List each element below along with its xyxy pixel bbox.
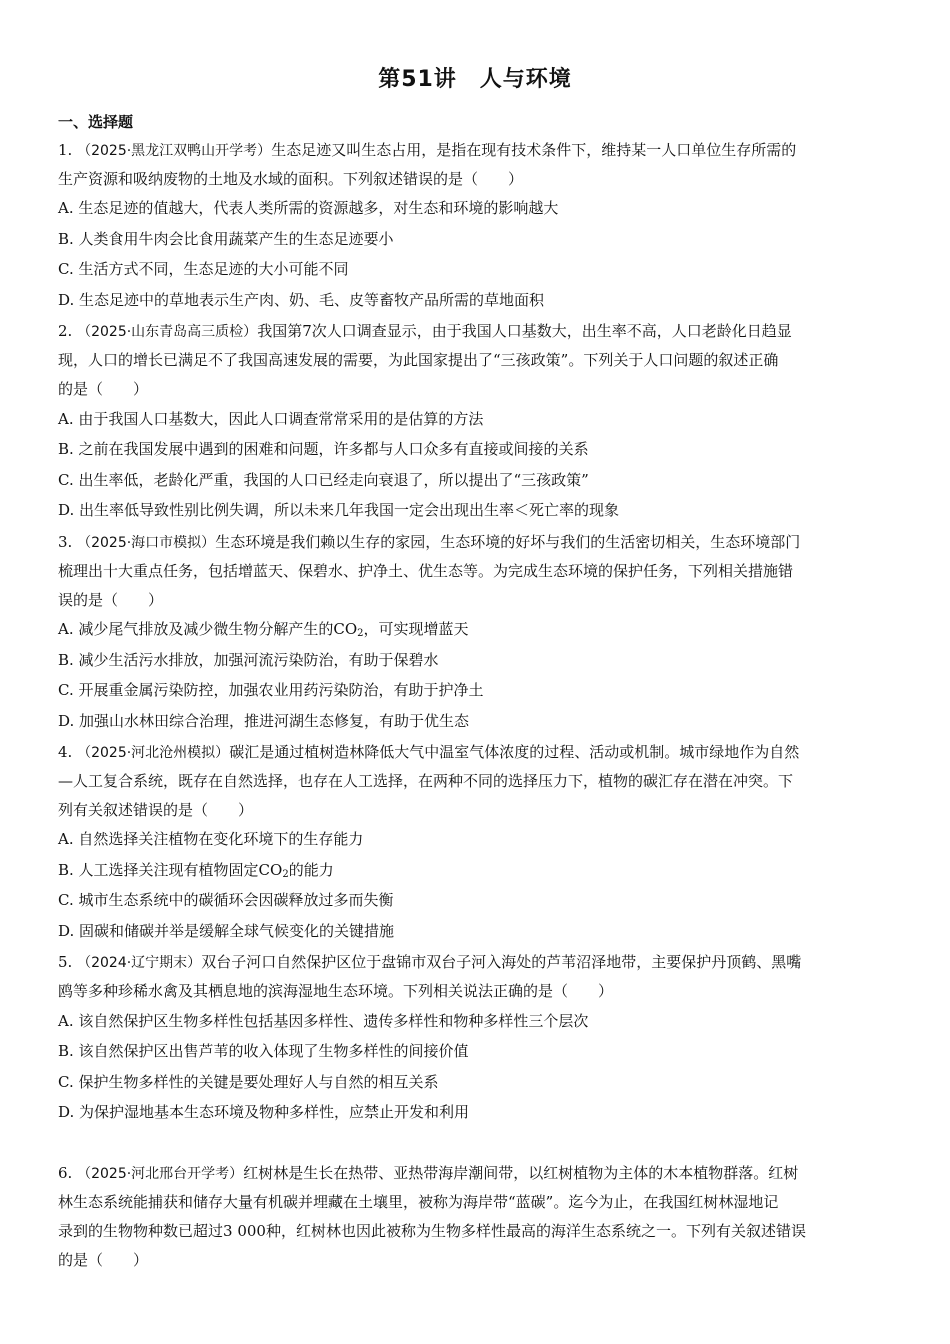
subscript: 2 (282, 869, 289, 880)
question-6-stem-line-3: 录到的生物物种数已超过3 000种，红树林也因此被称为生物多样性最高的海洋生态系统之一。下列有关叙述错误 (58, 1222, 806, 1240)
question-4-option-a: A. 自然选择关注植物在变化环境下的生存能力 (58, 830, 364, 848)
question-4-option-b (58, 860, 898, 880)
question-number: 1. (58, 141, 78, 159)
question-5-option-b: B. 该自然保护区出售芦苇的收入体现了生物多样性的间接价值 (58, 1042, 469, 1060)
question-4-stem-line-1 (58, 742, 898, 763)
question-source: （2025·黑龙江双鸭山开学考） (77, 143, 272, 159)
question-2-stem-line-2: 现，人口的增长已满足不了我国高速发展的需要，为此国家提出了“三孩政策”。下列关于人口问题的叙述正确 (58, 351, 779, 369)
option-text: ，可实现增蓝天 (363, 620, 469, 638)
question-source: （2025·海口市模拟） (77, 535, 216, 551)
question-number: 6. (58, 1164, 78, 1182)
question-number: 2. (58, 322, 78, 340)
question-1-stem-line-1 (58, 140, 898, 161)
question-4-stem-line-3: 列有关叙述错误的是（ ） (58, 801, 254, 819)
question-1-option-c: C. 生活方式不同，生态足迹的大小可能不同 (58, 260, 349, 278)
question-number: 5. (58, 953, 78, 971)
question-4-option-c: C. 城市生态系统中的碳循环会因碳释放过多而失衡 (58, 891, 394, 909)
question-source: （2025·河北邢台开学考） (77, 1166, 244, 1182)
question-1-stem-line-2: 生产资源和吸纳废物的土地及水域的面积。下列叙述错误的是（ ） (58, 170, 524, 188)
question-3-stem-line-1 (58, 532, 898, 553)
question-text: 生态足迹又叫生态占用，是指在现有技术条件下，维持某一人口单位生存所需的 (271, 141, 797, 159)
question-5-stem-line-2: 鸥等多种珍稀水禽及其栖息地的滨海湿地生态环境。下列相关说法正确的是（ ） (58, 982, 614, 1000)
question-3-option-d: D. 加强山水林田综合治理，推进河湖生态修复，有助于优生态 (58, 712, 470, 730)
question-source: （2024·辽宁期末） (77, 955, 202, 971)
option-text: 的能力 (288, 861, 334, 879)
option-text: A. 减少尾气排放及减少微生物分解产生的CO (58, 620, 358, 638)
question-source: （2025·河北沧州模拟） (77, 745, 230, 761)
question-text: 双台子河口自然保护区位于盘锦市双台子河入海处的芦苇沼泽地带，主要保护丹顶鹤、黑嘴 (201, 953, 802, 971)
question-6-stem-line-2: 林生态系统能捕获和储存大量有机碳并埋藏在土壤里，被称为海岸带“蓝碳”。迄今为止，在我国红树林湿地记 (58, 1193, 779, 1211)
question-2-stem-line-1 (58, 321, 898, 342)
question-text: 生态环境是我们赖以生存的家园，生态环境的好坏与我们的生活密切相关，生态环境部门 (215, 533, 801, 551)
question-3-option-c: C. 开展重金属污染防控，加强农业用药污染防治，有助于护净土 (58, 681, 484, 699)
question-5-option-c: C. 保护生物多样性的关键是要处理好人与自然的相互关系 (58, 1073, 439, 1091)
question-6-stem-line-4: 的是（ ） (58, 1251, 149, 1269)
question-2-option-c: C. 出生率低，老龄化严重，我国的人口已经走向衰退了，所以提出了“三孩政策” (58, 471, 589, 489)
question-text: 我国第7次人口调查显示，由于我国人口基数大，出生率不高，人口老龄化日趋显 (257, 322, 792, 340)
question-5-option-a: A. 该自然保护区生物多样性包括基因多样性、遗传多样性和物种多样性三个层次 (58, 1012, 589, 1030)
question-2-option-b: B. 之前在我国发展中遇到的困难和问题，许多都与人口众多有直接或间接的关系 (58, 440, 589, 458)
subscript: 2 (357, 628, 364, 639)
question-2-option-a: A. 由于我国人口基数大，因此人口调查常常采用的是估算的方法 (58, 410, 484, 428)
option-text: B. 人工选择关注现有植物固定CO (58, 861, 283, 879)
question-1-option-d: D. 生态足迹中的草地表示生产肉、奶、毛、皮等畜牧产品所需的草地面积 (58, 291, 545, 309)
question-5-stem-line-1 (58, 952, 898, 973)
question-1-option-b: B. 人类食用牛肉会比食用蔬菜产生的生态足迹要小 (58, 230, 394, 248)
question-3-option-b: B. 减少生活污水排放，加强河流污染防治，有助于保碧水 (58, 651, 439, 669)
question-3-stem-line-2: 梳理出十大重点任务，包括增蓝天、保碧水、护净土、优生态等。为完成生态环境的保护任务，下列相关措施错 (58, 562, 794, 580)
question-number: 3. (58, 533, 78, 551)
page-title: 第51讲 人与环境 (378, 67, 572, 92)
question-6-stem-line-1 (58, 1163, 898, 1184)
question-number: 4. (58, 743, 78, 761)
question-3-stem-line-3: 误的是（ ） (58, 591, 164, 609)
question-3-option-a (58, 619, 898, 639)
section-heading: 一、选择题 (58, 113, 134, 131)
question-text: 碳汇是通过植树造林降低大气中温室气体浓度的过程、活动或机制。城市绿地作为自然 (229, 743, 800, 761)
question-2-stem-line-3: 的是（ ） (58, 380, 149, 398)
question-5-option-d: D. 为保护湿地基本生态环境及物种多样性，应禁止开发和利用 (58, 1103, 470, 1121)
question-text: 红树林是生长在热带、亚热带海岸潮间带，以红树植物为主体的木本植物群落。红树 (243, 1164, 799, 1182)
question-4-stem-line-2: —人工复合系统，既存在自然选择，也存在人工选择，在两种不同的选择压力下，植物的碳汇存在潜在冲突。下 (58, 772, 794, 790)
question-source: （2025·山东青岛高三质检） (77, 324, 258, 340)
question-2-option-d: D. 出生率低导致性别比例失调，所以未来几年我国一定会出现出生率＜死亡率的现象 (58, 501, 620, 519)
question-4-option-d: D. 固碳和储碳并举是缓解全球气候变化的关键措施 (58, 922, 395, 940)
question-1-option-a: A. 生态足迹的值越大，代表人类所需的资源越多，对生态和环境的影响越大 (58, 199, 559, 217)
